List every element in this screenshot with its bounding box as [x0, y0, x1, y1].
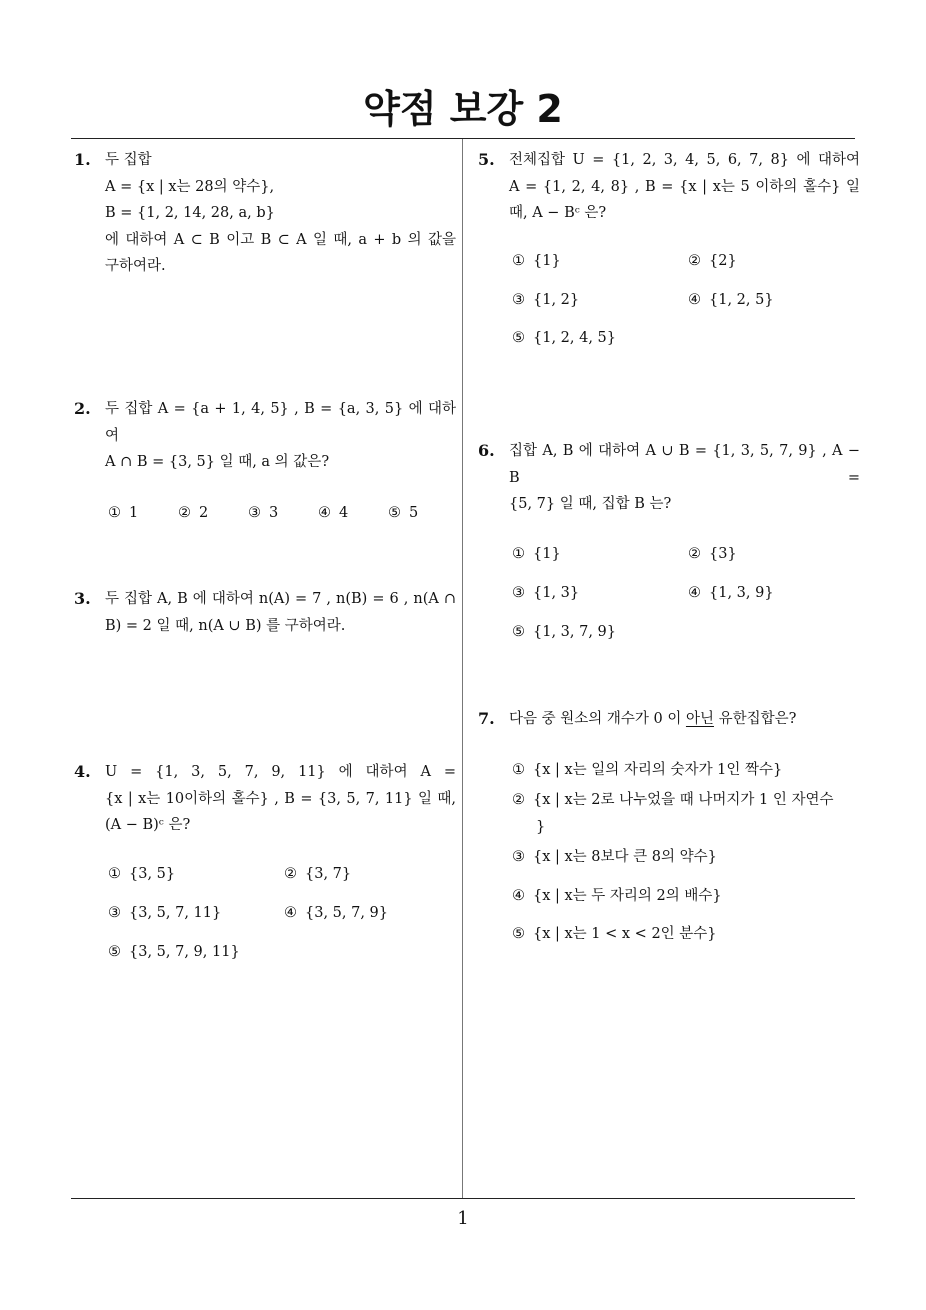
option-symbol: ①	[108, 865, 121, 882]
option-text: {3, 5}	[129, 865, 176, 882]
question-2	[74, 396, 456, 530]
option-symbol: ⑤	[512, 329, 525, 346]
option-text: 2	[199, 504, 209, 521]
option-text: {1, 2}	[533, 291, 580, 308]
option-text: {3, 7}	[305, 865, 352, 882]
question-line: B = {1, 2, 14, 28, a, b}	[105, 205, 275, 221]
answer-option[interactable]	[688, 287, 774, 314]
answer-option[interactable]	[318, 500, 348, 527]
option-symbol: ①	[512, 761, 525, 778]
option-text: }	[536, 818, 546, 835]
option-symbol: ③	[512, 291, 525, 308]
option-symbol: ④	[688, 291, 701, 308]
column-divider	[462, 139, 463, 1199]
option-symbol: ②	[688, 545, 701, 562]
answer-option[interactable]	[512, 757, 860, 784]
option-text: {1, 3, 9}	[709, 584, 774, 601]
question-line: A = {1, 2, 4, 8} , B = {x | x는 5 이하의 홀수} 일	[509, 178, 860, 195]
question-5	[478, 147, 860, 358]
answer-option[interactable]	[512, 580, 579, 607]
option-text: {1, 2, 4, 5}	[533, 329, 617, 346]
question-6	[478, 438, 860, 651]
answer-option[interactable]	[688, 248, 737, 275]
option-text: 4	[339, 504, 349, 521]
question-line: A = {x | x는 28의 약수},	[105, 178, 275, 195]
option-text: {2}	[709, 252, 737, 269]
question-line: 에 대하여 A ⊂ B 이고 B ⊂ A 일 때, a + b 의 값을	[105, 231, 456, 248]
question-stem: 다음 중 원소의 개수가 0 이	[509, 711, 686, 727]
answer-option[interactable]	[512, 921, 860, 948]
answer-option[interactable]	[248, 500, 278, 527]
question-number: 2.	[74, 399, 91, 418]
option-text: {3, 5, 7, 9, 11}	[129, 943, 240, 960]
question-stem: 유한집합은?	[713, 711, 797, 727]
option-text: {1, 3}	[533, 584, 580, 601]
option-symbol: ⑤	[512, 623, 525, 640]
answer-option[interactable]	[108, 939, 240, 966]
option-symbol: ③	[512, 849, 525, 865]
answer-option[interactable]	[512, 619, 616, 646]
option-text: {1, 2, 5}	[709, 291, 774, 308]
question-number: 5.	[478, 150, 495, 169]
option-symbol: ①	[108, 504, 121, 521]
answer-option[interactable]	[512, 844, 860, 871]
question-line: 두 집합 A = {a + 1, 4, 5} , B = {a, 3, 5} 에 대하여	[105, 401, 456, 444]
option-text: {1}	[533, 252, 561, 269]
question-line: {5, 7} 일 때, 집합 B 는?	[509, 496, 672, 512]
question-number: 6.	[478, 441, 495, 460]
option-symbol: ④	[318, 504, 331, 521]
option-symbol: ②	[284, 865, 297, 882]
option-symbol: ④	[688, 584, 701, 601]
question-line	[509, 706, 860, 733]
question-line: B) = 2 일 때, n(A ∪ B) 를 구하여라.	[105, 617, 346, 634]
question-line: 두 집합 A, B 에 대하여 n(A) = 7 , n(B) = 6 , n(A ∩	[105, 591, 456, 607]
question-1	[74, 147, 456, 280]
answer-option[interactable]	[284, 861, 351, 888]
question-3	[74, 586, 456, 639]
answer-option[interactable]	[388, 500, 418, 527]
option-text: {3, 5, 7, 11}	[129, 904, 222, 921]
option-symbol: ③	[108, 904, 121, 921]
page-title: 약점 보강 2	[363, 87, 563, 131]
answer-option[interactable]	[512, 787, 860, 814]
option-symbol: ⑤	[388, 504, 401, 521]
answer-option[interactable]	[284, 900, 388, 927]
footer-rule	[71, 1198, 855, 1199]
question-number: 7.	[478, 709, 495, 728]
question-line: 때, A − Bᶜ 은?	[509, 205, 607, 221]
option-symbol: ⑤	[108, 943, 121, 960]
option-text: {x | x는 1 < x < 2인 분수}	[533, 926, 717, 942]
answer-option[interactable]	[108, 500, 138, 527]
question-number: 3.	[74, 589, 91, 608]
question-line: A ∩ B = {3, 5} 일 때, a 의 값은?	[105, 454, 330, 470]
question-line: (A − B)ᶜ 은?	[105, 817, 191, 833]
option-text: 1	[129, 504, 139, 521]
answer-option[interactable]	[512, 883, 860, 910]
question-7	[478, 706, 860, 948]
page-number: 1	[457, 1208, 469, 1229]
option-text: {x | x는 두 자리의 2의 배수}	[533, 887, 722, 904]
question-number: 4.	[74, 762, 91, 781]
option-symbol: ②	[178, 504, 191, 521]
option-symbol: ④	[284, 904, 297, 921]
option-symbol: ②	[688, 252, 701, 269]
answer-option[interactable]	[108, 900, 221, 927]
answer-option[interactable]	[688, 580, 774, 607]
answer-option[interactable]	[512, 248, 561, 275]
option-text: {3}	[709, 545, 737, 562]
answer-option[interactable]	[512, 287, 579, 314]
question-4	[74, 759, 456, 971]
answer-option[interactable]	[178, 500, 208, 527]
answer-option[interactable]	[512, 325, 616, 352]
option-text: {x | x는 8보다 큰 8의 약수}	[533, 849, 717, 865]
answer-option-continuation	[512, 814, 860, 841]
option-symbol: ②	[512, 792, 525, 808]
option-symbol: ③	[248, 504, 261, 521]
question-line: 집합 A, B 에 대하여 A ∪ B = {1, 3, 5, 7, 9} , A − B =	[509, 443, 860, 486]
option-text: {x | x는 일의 자리의 숫자가 1인 짝수}	[533, 761, 783, 778]
option-text: 3	[269, 504, 279, 521]
question-line: 두 집합	[105, 152, 152, 168]
option-symbol: ⑤	[512, 926, 525, 942]
option-symbol: ①	[512, 252, 525, 269]
question-line: 구하여라.	[105, 258, 166, 274]
question-line: 전체집합 U = {1, 2, 3, 4, 5, 6, 7, 8} 에 대하여	[509, 152, 860, 168]
option-text: {x | x는 2로 나누었을 때 나머지가 1 인 자연수	[533, 792, 834, 808]
option-symbol: ④	[512, 887, 525, 904]
question-line: U = {1, 3, 5, 7, 9, 11} 에 대하여 A =	[105, 764, 456, 780]
answer-option[interactable]	[512, 541, 561, 568]
option-text: {3, 5, 7, 9}	[305, 904, 389, 921]
option-text: {1, 3, 7, 9}	[533, 623, 617, 640]
question-number: 1.	[74, 150, 91, 169]
header-rule	[71, 138, 855, 139]
emphasis-underline: 아닌	[685, 711, 714, 727]
answer-option[interactable]	[108, 861, 175, 888]
option-text: {1}	[533, 545, 561, 562]
option-text: 5	[409, 504, 419, 521]
answer-option[interactable]	[688, 541, 737, 568]
question-line: {x | x는 10이하의 홀수} , B = {3, 5, 7, 11} 일 때,	[105, 790, 456, 807]
option-symbol: ①	[512, 545, 525, 562]
option-symbol: ③	[512, 584, 525, 601]
